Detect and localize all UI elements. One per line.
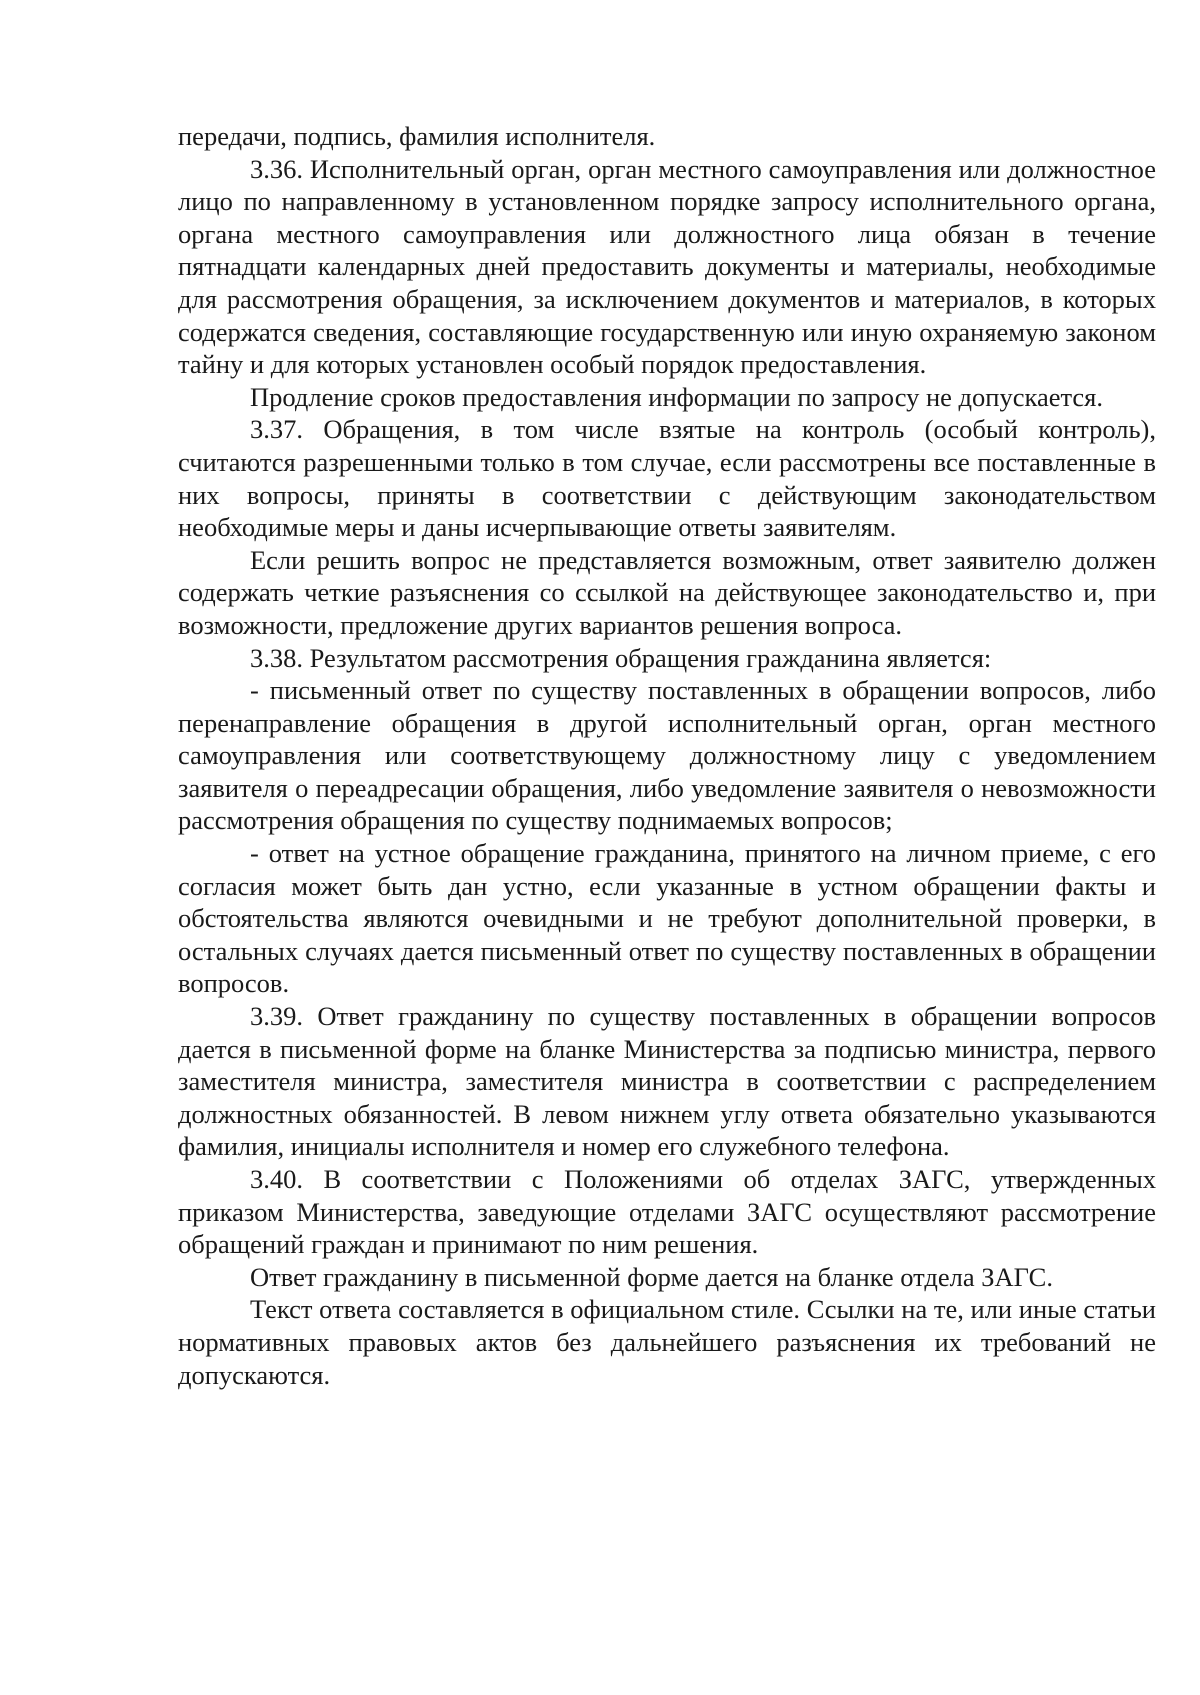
paragraph-3-37: 3.37. Обращения, в том числе взятые на контроль (особый контроль), считаются разрешенными только в том случае, если рассмотрены все поставленные в них вопросы, приняты в соответствии с действующим законодательством необходимые меры и даны исчерпывающие ответы заявителям. [178, 414, 1156, 543]
list-item-oral-answer: - ответ на устное обращение гражданина, принятого на личном приеме, с его согласия может быть дан устно, если указанные в устном обращении факты и обстоятельства являются очевидными и не требуют дополнительной проверки, в остальных случаях дается письменный ответ по существу поставленных в обращении вопросов. [178, 838, 1156, 999]
list-item-written-answer: - письменный ответ по существу поставленных в обращении вопросов, либо перенаправление обращения в другой исполнительный орган, орган местного самоуправления или соответствующему должностному лицу с уведомлением заявителя о переадресации обращения, либо уведомление заявителя о невозможности рассмотрения обращения по существу поднимаемых вопросов; [178, 675, 1156, 836]
paragraph-unresolvable-question: Если решить вопрос не представляется возможным, ответ заявителю должен содержать четкие разъяснения со ссылкой на действующее законодательство и, при возможности, предложение других вариантов решения вопроса. [178, 544, 1156, 640]
paragraph-3-36: 3.36. Исполнительный орган, орган местного самоуправления или должностное лицо по направленному в установленном порядке запросу исполнительного органа, органа местного самоуправления или должностного лица обязан в течение пятнадцати календарных дней предоставить документы и материалы, необходимые для рассмотрения обращения, за исключением документов и материалов, в которых содержатся сведения, составляющие государственную или иную охраняемую законом тайну и для которых установлен особый порядок предоставления. [178, 153, 1156, 380]
paragraph-official-style: Текст ответа составляется в официальном стиле. Ссылки на те, или иные статьи нормативных правовых актов без дальнейшего разъяснения их требований не допускаются. [178, 1294, 1156, 1390]
paragraph-3-38: 3.38. Результатом рассмотрения обращения гражданина является: [250, 642, 992, 673]
paragraph-zags-letterhead: Ответ гражданину в письменной форме дается на бланке отдела ЗАГС. [250, 1261, 1053, 1292]
paragraph-3-39: 3.39. Ответ гражданину по существу поставленных в обращении вопросов дается в письменной форме на бланке Министерства за подписью министра, первого заместителя министра, заместителя министра в соответствии с распределением должностных обязанностей. В левом нижнем углу ответа обязательно указываются фамилия, инициалы исполнителя и номер его служебного телефона. [178, 1001, 1156, 1162]
document-body [178, 120, 1156, 1391]
paragraph-continuation: передачи, подпись, фамилия исполнителя. [178, 121, 656, 151]
paragraph-3-40: 3.40. В соответствии с Положениями об отделах ЗАГС, утвержденных приказом Министерства, заведующие отделами ЗАГС осуществляют рассмотрение обращений граждан и принимают по ним решения. [178, 1164, 1156, 1260]
paragraph-extension-terms: Продление сроков предоставления информации по запросу не допускается. [250, 381, 1103, 412]
